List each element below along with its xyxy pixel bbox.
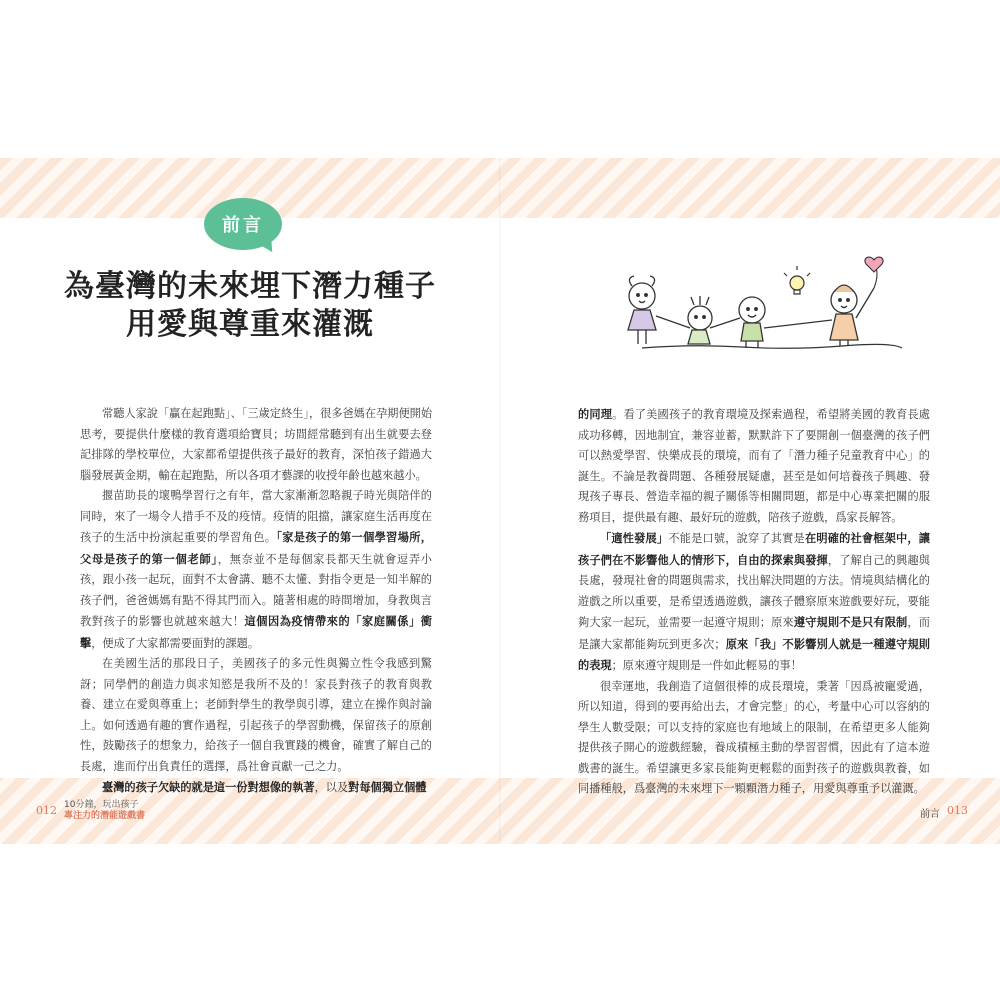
paragraph: 常聽人家說「贏在起跑點」、「三歲定終生」，很多爸媽在孕期便開始思考，要提供什麼樣的教育選項給寶貝；坊間經常聽到有出生就要去登記排隊的學校單位，大家都希望提供孩子最好的教育，深怕孩子錯過大腦發展黃金期，輸在起跑點，所以各項才藝課的收授年齡也越來越小。 [80,407,433,482]
paragraph [80,777,432,799]
right-page-body [578,404,930,800]
bold-text: 對每個獨立個體 [348,780,427,794]
children-holding-hands-illustration [612,248,912,358]
paragraph [80,486,432,654]
child-figure-3 [739,297,765,348]
section-badge-label: 前言 [222,215,264,236]
paragraph [578,404,930,528]
child-figure-2 [656,296,740,344]
paragraph [578,528,930,677]
bold-text: 在明確的社會框架中，讓孩子們在不影響他人的情形下，自由的探索與發揮 [578,531,930,567]
right-page-number: 013 [947,804,968,817]
bold-text: 臺灣的孩子欠缺的就是這一份對想像的執著 [102,780,315,794]
left-page-body [80,404,432,799]
bold-text: 這個因為疫情帶來的「家庭關係」衝擊 [80,614,432,650]
ground-line [642,344,902,348]
title-line-2: 用愛與尊重來灌溉 [126,307,374,342]
bold-text: 遵守規則不是只有限制 [793,615,908,629]
book-title-line-2: 專注力的潛能遊戲書 [64,811,146,821]
paragraph: 很幸運地，我創造了這個很棒的成長環境，秉著「因爲被寵愛過，所以知道，得到的要再給出去，才會完整」的心，考量中心可以容納的學生人數受限；可以支持的家庭也有地域上的限制，在希望更多人能夠提供孩子開心的遊戲經驗，養成積極主動的學習習慣，因此有了這本遊戲書的誕生。希望讓更多家長能夠更輕鬆的面對孩子的遊戲與教養，如同播種般，爲臺灣的未來埋下一顆顆潛力種子，用愛與尊重予以灌溉。 [578,679,930,795]
heart-balloon-icon [865,257,883,288]
paragraph: 在美國生活的那段日子，美國孩子的多元性與獨立性令我感到驚訝；同學們的創造力與求知慾是我所不及的！家長對孩子的教育與教養、建立在愛與尊重上；老師對學生的教學與引導，建立在操作與討論上。如何透過有趣的實作過程，引起孩子的學習動機，保留孩子的原創性，鼓勵孩子的想象力，給孩子一個自我實踐的機會，確實了解自己的長處，進而佇出負責任的選擇，爲社會貢獻一己之力。 [80,657,432,773]
lightbulb-icon [784,266,810,294]
child-figure-1 [628,276,656,344]
title-line-1: 為臺灣的未來埋下潛力種子 [64,269,436,304]
text-run: ，以及 [314,781,349,794]
text-run: ，了解自己的興趣與長處，發現社會的問題與需求，找出解決問題的方法。情境與結構化的遊戲之所以重要，是希望透過遊戲，讓孩子體察原來遊戲要好玩，要能夠大家一起玩，並需要一起遵守規則；原來 [578,553,930,629]
text-run: ，便成了大家都需要面對的課題。 [91,636,260,650]
text-run: 不能是口號，說穿了其實是 [668,532,805,545]
bold-text: 「家是孩子的第一個學習場所，父母是孩子的第一個老師」 [80,530,432,566]
bold-text: 「適性發展」 [600,531,669,545]
right-running-head: 前言 [920,809,940,820]
left-page-number: 012 [36,804,57,817]
book-title-line-1: 10分鐘，玩出孩子 [64,800,139,810]
text-run: ，而是讓大家都能夠玩到更多次； [578,616,930,651]
book-title-running-head [64,800,145,822]
text-run: 。看了美國孩子的教育環境及探索過程，希望將美國的教育長處成功移轉，因地制宜，兼容並蓄，默默許下了要開創一個臺灣的孩子們可以熱愛學習、快樂成長的環境，而有了「潛力種子兒童教育中心」的誕生。不論是教養問題、各種發展疑慮，甚至是如何培養孩子興趣、發現孩子專長、營造幸福的親子關係等相關問題，都是中心專業把關的服務項目，提供最有趣、最好玩的遊戲，陪孩子遊戲，爲家長解答。 [578,408,930,524]
text-run: ；原來遵守規則是一件如此輕易的事！ [611,659,802,672]
chapter-title [60,268,440,344]
child-figure-4 [764,285,874,346]
bold-text: 原來「我」不影響別人就是一種遵守規則的表現 [578,636,930,672]
text-run: ，無奈並不是每個家長都天生就會逗弄小孩，跟小孩一起玩，面對不太會講、聽不太懂、對指令更是一知半解的孩子們，爸爸媽媽有點不得其門而入。隨著相處的時間增加，身教與言教對孩子的影響也就越來越大！ [80,552,432,628]
bold-text: 的同理 [578,407,613,421]
text-run: 揠苗助長的壞鴨學習行之有年，當大家漸漸忽略親子時光與陪伴的同時，來了一場令人措手不及的疫情。疫情的阻擋，讓家庭生活再度在孩子的生活中扮演起重要的學習角色。 [80,489,432,544]
book-gutter [499,158,501,844]
